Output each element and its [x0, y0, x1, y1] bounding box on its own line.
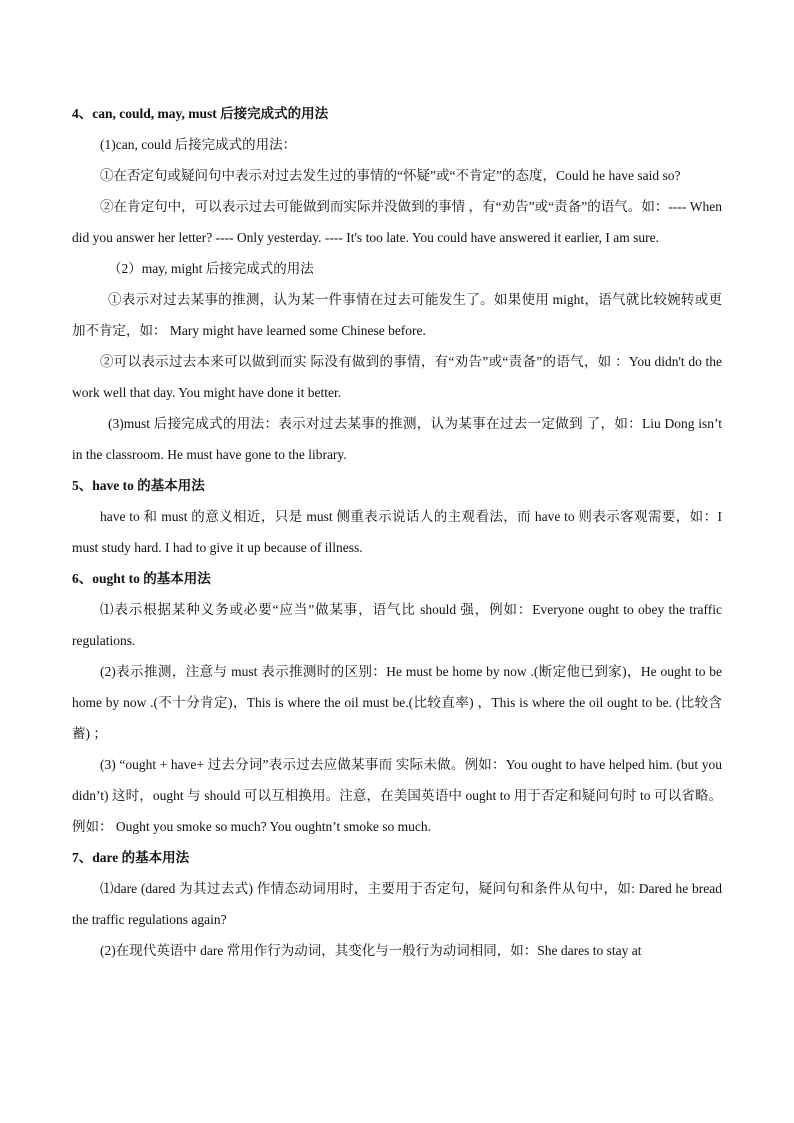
- section-4-subheading-1: (1)can, could 后接完成式的用法：: [100, 137, 297, 152]
- section-5-paragraph-1: have to 和 must 的意义相近，只是 must 侧重表示说话人的主观看法，而 have to 则表示客观需要，如：I must study hard. I had to give it up because of illness.: [72, 509, 722, 555]
- section-7-paragraph-2: (2)在现代英语中 dare 常用作行为动词，其变化与一般行为动词相同，如：She dares to stay at: [100, 943, 642, 958]
- section-6-heading: 6、ought to 的基本用法: [72, 571, 211, 586]
- section-6-paragraph-3: (3) “ought + have+ 过去分词”表示过去应做某事而 实际未做。例如：You ought to have helped him. (but you didn’t) 这时，ought 与 should 可以互相换用。注意，在美国英语中 ought to 用于否定和疑问句时 to 可以省略。例如： Ought you smoke so much? You oughtn’t smoke so much.: [72, 757, 722, 834]
- section-6-paragraph-2: (2)表示推测，注意与 must 表示推测时的区别：He must be home by now .(断定他已到家)，He ought to be home by now .(不十分肯定)，This is where the oil must be.(比较直率) ，This is where the oil ought to be. (比较含蓄) ；: [72, 664, 722, 741]
- section-5-heading: 5、have to 的基本用法: [72, 478, 205, 493]
- section-6-paragraph-1: ⑴表示根据某种义务或必要“应当”做某事，语气比 should 强，例如：Everyone ought to obey the traffic regulations.: [72, 602, 722, 648]
- section-4-paragraph-1: ①在否定句或疑问句中表示对过去发生过的事情的“怀疑”或“不肯定”的态度，Could he have said so?: [100, 168, 681, 183]
- section-7-paragraph-1: ⑴dare (dared 为其过去式) 作情态动词用时，主要用于否定句，疑问句和条件从句中，如: Dared he bread the traffic regulations again?: [72, 881, 722, 927]
- section-4-paragraph-2: ②在肯定句中，可以表示过去可能做到而实际并没做到的事情 ，有“劝告”或“责备”的语气。如：---- When did you answer her letter? ---- Only yesterday. ---- It's too late. You could have answered it earlier, I am sure.: [72, 199, 722, 245]
- section-4-heading: 4、can, could, may, must 后接完成式的用法: [72, 106, 329, 121]
- section-7-heading: 7、dare 的基本用法: [72, 850, 190, 865]
- document-page: [72, 98, 722, 966]
- section-4-subheading-2: （2）may, might 后接完成式的用法: [108, 261, 314, 276]
- section-4-paragraph-3: ①表示对过去某事的推测，认为某一件事情在过去可能发生了。如果使用 might，语气就比较婉转或更加不肯定，如： Mary might have learned some Chinese before.: [72, 292, 722, 338]
- section-4-paragraph-5: (3)must 后接完成式的用法：表示对过去某事的推测，认为某事在过去一定做到 了，如：Liu Dong isn’t in the classroom. He must have gone to the library.: [72, 416, 722, 462]
- section-4-paragraph-4: ②可以表示过去本来可以做到而实 际没有做到的事情，有“劝告”或“责备”的语气，如 ：You didn't do the work well that day. You might have done it better.: [72, 354, 722, 400]
